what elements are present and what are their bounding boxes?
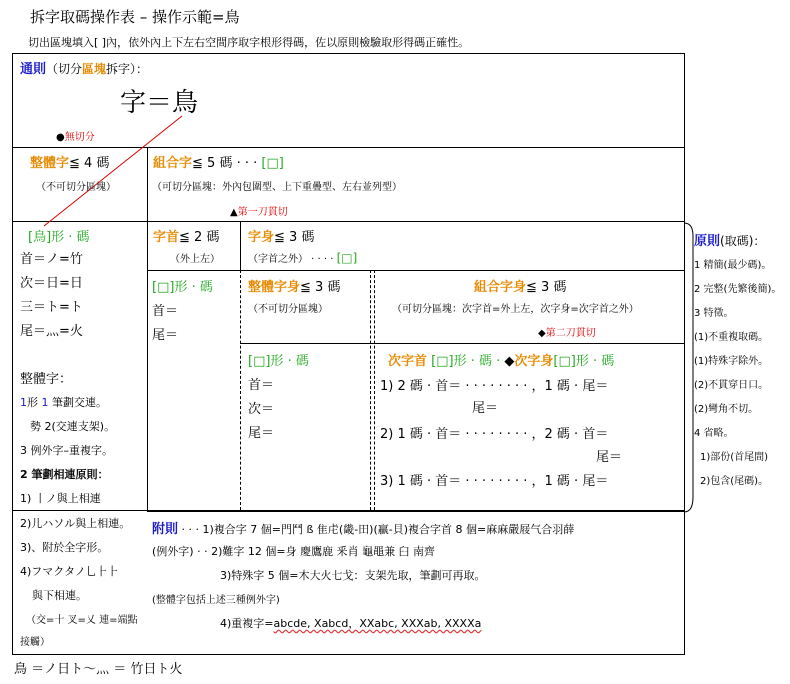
head-note: （外上左） [170, 254, 220, 265]
sub-case-2: 2) 1 碼 · 首＝ · · · · · · · · ，2 碼 · 首＝ [380, 427, 609, 442]
whole-body-label: 整體字身 [248, 280, 301, 295]
head-sub-line-1: 首＝ [152, 304, 179, 319]
rule-number: 1 [20, 396, 27, 409]
combo-char-note: （可切分區塊：外內包圍型、上下重疊型、左右並列型） [152, 182, 402, 193]
combo-body-heading [474, 276, 566, 295]
principle-label: 原則 [694, 234, 721, 249]
head-heading [153, 226, 219, 245]
diamond-icon: ◆ [538, 328, 546, 339]
rule-paren: （切分 [46, 62, 83, 76]
sub-body-box: [□] [553, 354, 576, 369]
whole-body-sub-heading [248, 350, 309, 369]
sub-body-label: 次字身 [514, 354, 554, 369]
whole-body-sub-box: [□] [248, 354, 271, 369]
left-line-3: 三＝ト=ト [20, 300, 83, 315]
head-sub-label: 形 · 碼 [174, 280, 213, 295]
body-note [248, 250, 357, 265]
rule-text: 形 [27, 396, 42, 409]
sub-body-code-label: 形 · 碼 [575, 354, 615, 369]
whole-body-limit: ≦ 3 碼 [300, 280, 341, 295]
principle-item-3: 3 特徵。 [694, 308, 734, 319]
no-cut-note [56, 128, 95, 143]
left-rule-3: 3 例外字–重複字。 [20, 444, 113, 457]
body-limit: ≦ 3 碼 [274, 230, 315, 245]
combo-body-note: （可切分區塊：次字首=外上左，次字身=次字首之外） [392, 304, 639, 315]
example-formula: 字＝鳥 [120, 88, 199, 118]
appendix-line-5 [220, 615, 481, 631]
rule-number: 1 [41, 396, 49, 409]
whole-char-note: （不可切分區塊） [36, 182, 116, 193]
no-cut-label: 無切分 [64, 132, 95, 143]
left-line-4: 尾＝灬=火 [20, 324, 83, 339]
left-line-1: 首＝ノ=竹 [20, 252, 83, 267]
left-rule-4: 2 筆劃相連原則： [20, 468, 109, 481]
principle-note: (取碼)： [720, 234, 766, 248]
whole-body-sub-line-1: 首＝ [248, 378, 275, 393]
principle-item-8: 4 省略。 [694, 428, 734, 439]
first-cut-label: 第一刀貫切 [237, 207, 288, 218]
first-cut-note [230, 203, 288, 218]
whole-body-sub-label: 形 · 碼 [270, 354, 309, 369]
sub-case-2-tail: 尾＝ [596, 450, 623, 465]
general-rule-heading [20, 58, 148, 77]
whole-char-limit: ≦ 4 碼 [69, 156, 110, 171]
left-rule-5: 1) 丨ノ與上相連 [20, 492, 101, 505]
principle-item-7: (2)彎角不切。 [694, 404, 759, 415]
block-label: 區塊 [82, 62, 107, 76]
appendix-text-1: · · · 1)複合字 7 個=門鬥 ß 隹虍(畿-田)(贏-貝)複合字首 8 個=麻麻嚴屐气合羽薛 [178, 523, 575, 536]
head-sub-box: [□] [152, 280, 175, 295]
head-limit: ≦ 2 碼 [179, 230, 220, 245]
left-rule-7: 3)、附於全字形。 [20, 541, 109, 554]
bullet-icon: ● [56, 132, 65, 143]
combo-char-label: 組合字 [153, 156, 193, 171]
sub-head-label: 次字首 [388, 354, 428, 369]
sub-heading-row [388, 350, 614, 369]
left-rule-11: 接觸） [20, 637, 50, 648]
body-note-text: （字首之外） · · · · [248, 254, 337, 265]
rule-paren: 拆字）： [106, 62, 149, 76]
diamond-icon: ◆ [504, 354, 515, 369]
whole-title-left: 整體字： [20, 372, 73, 387]
shape-code-heading [28, 226, 90, 245]
left-rule-9: 與下相連。 [32, 589, 87, 602]
left-rule-10: （交=十 叉=乂 連=端點 [26, 615, 138, 626]
appendix-line-2: (例外字) · · 2)難字 12 個=身 慶鷹鹿 釆肖 龜黽兼 臼 南齊 [152, 545, 436, 558]
whole-body-sub-line-3: 尾＝ [248, 426, 275, 441]
sub-head-code-label: 形 · 碼 · [453, 354, 505, 369]
left-rule-2: 勢 2(交連支架)。 [30, 420, 116, 433]
left-rule-6: 2)儿ハソル與上相連。 [20, 517, 131, 530]
triangle-up-icon: ▲ [230, 207, 238, 218]
appendix-text-2: 2)難字 12 個=身 慶鷹鹿 釆肖 龜黽兼 臼 南齊 [211, 545, 436, 558]
combo-char-limit: ≦ 5 碼 · · · [192, 156, 262, 171]
repeat-label: 4)重複字= [220, 617, 274, 630]
body-heading [248, 226, 314, 245]
whole-char-label: 整體字 [30, 156, 70, 171]
sub-case-3: 3) 1 碼 · 首＝ · · · · · · · · ，1 碼 · 尾＝ [380, 474, 609, 489]
appendix-line-3: 3)特殊字 5 個=木大火七戈：支架先取，筆劃可再取。 [220, 569, 486, 582]
combo-body-label: 組合字身 [474, 280, 527, 295]
whole-char-heading [30, 152, 109, 171]
combo-box: [□] [261, 156, 284, 171]
repeat-examples: abcde, Xabcd，XXabc, XXXab, XXXXa [273, 617, 482, 630]
general-rule-label: 通則 [20, 62, 47, 77]
whole-body-sub-line-2: 次＝ [248, 402, 275, 417]
footer-formula: 鳥 ＝ノ日ト～灬 ＝ 竹日ト火 [14, 662, 183, 677]
shape-box: [鳥] [28, 230, 52, 245]
page-title: 拆字取碼操作表 – 操作示範=鳥 [30, 8, 240, 26]
principle-item-4: (1)不重複取碼。 [694, 332, 769, 343]
principle-item-10: 2)包含(尾碼)。 [700, 476, 769, 487]
whole-body-note: （不可切分區塊） [248, 304, 328, 315]
rule-text: 筆劃交連。 [48, 396, 107, 409]
principle-item-9: 1)部份(首尾間) [700, 452, 769, 463]
body-label: 字身 [248, 230, 275, 245]
left-rule-8: 4)フマクタノ乚⺊⺊ [20, 565, 119, 578]
head-sub-heading [152, 276, 213, 295]
principle-heading [694, 230, 765, 249]
shape-code-label: 形 · 碼 [51, 230, 90, 245]
head-sub-line-2: 尾＝ [152, 328, 179, 343]
appendix-line-4: (整體字包括上述三種例外字) [152, 595, 280, 606]
left-line-2: 次＝日=日 [20, 276, 83, 291]
principle-item-5: (1)特殊字除外。 [694, 356, 769, 367]
principle-item-6: (2)不貫穿日口。 [694, 380, 769, 391]
second-cut-label: 第二刀貫切 [545, 328, 596, 339]
principle-item-2: 2 完整(先繁後簡)。 [694, 284, 782, 295]
head-label: 字首 [153, 230, 180, 245]
second-cut-note [538, 324, 596, 339]
sub-head-box: [□] [431, 354, 454, 369]
page-subtitle: 切出區塊填入[ ]內，依外內上下左右空間序取字根形得碼，佐以原則檢驗取形得碼正確性。 [28, 36, 470, 49]
exception-label: (例外字) [152, 545, 194, 558]
whole-body-heading [248, 276, 340, 295]
combo-body-limit: ≦ 3 碼 [526, 280, 567, 295]
combo-char-heading [153, 152, 284, 171]
sub-case-1-tail: 尾＝ [472, 401, 499, 416]
body-box: [□] [336, 251, 358, 265]
sub-case-1: 1) 2 碼 · 首＝ · · · · · · · · ，1 碼 · 尾＝ [380, 379, 609, 394]
left-rule-1 [20, 394, 107, 410]
appendix-line-1 [152, 518, 574, 537]
principle-item-1: 1 精簡(最少碼)。 [694, 260, 772, 271]
appendix-label: 附則 [152, 522, 179, 537]
